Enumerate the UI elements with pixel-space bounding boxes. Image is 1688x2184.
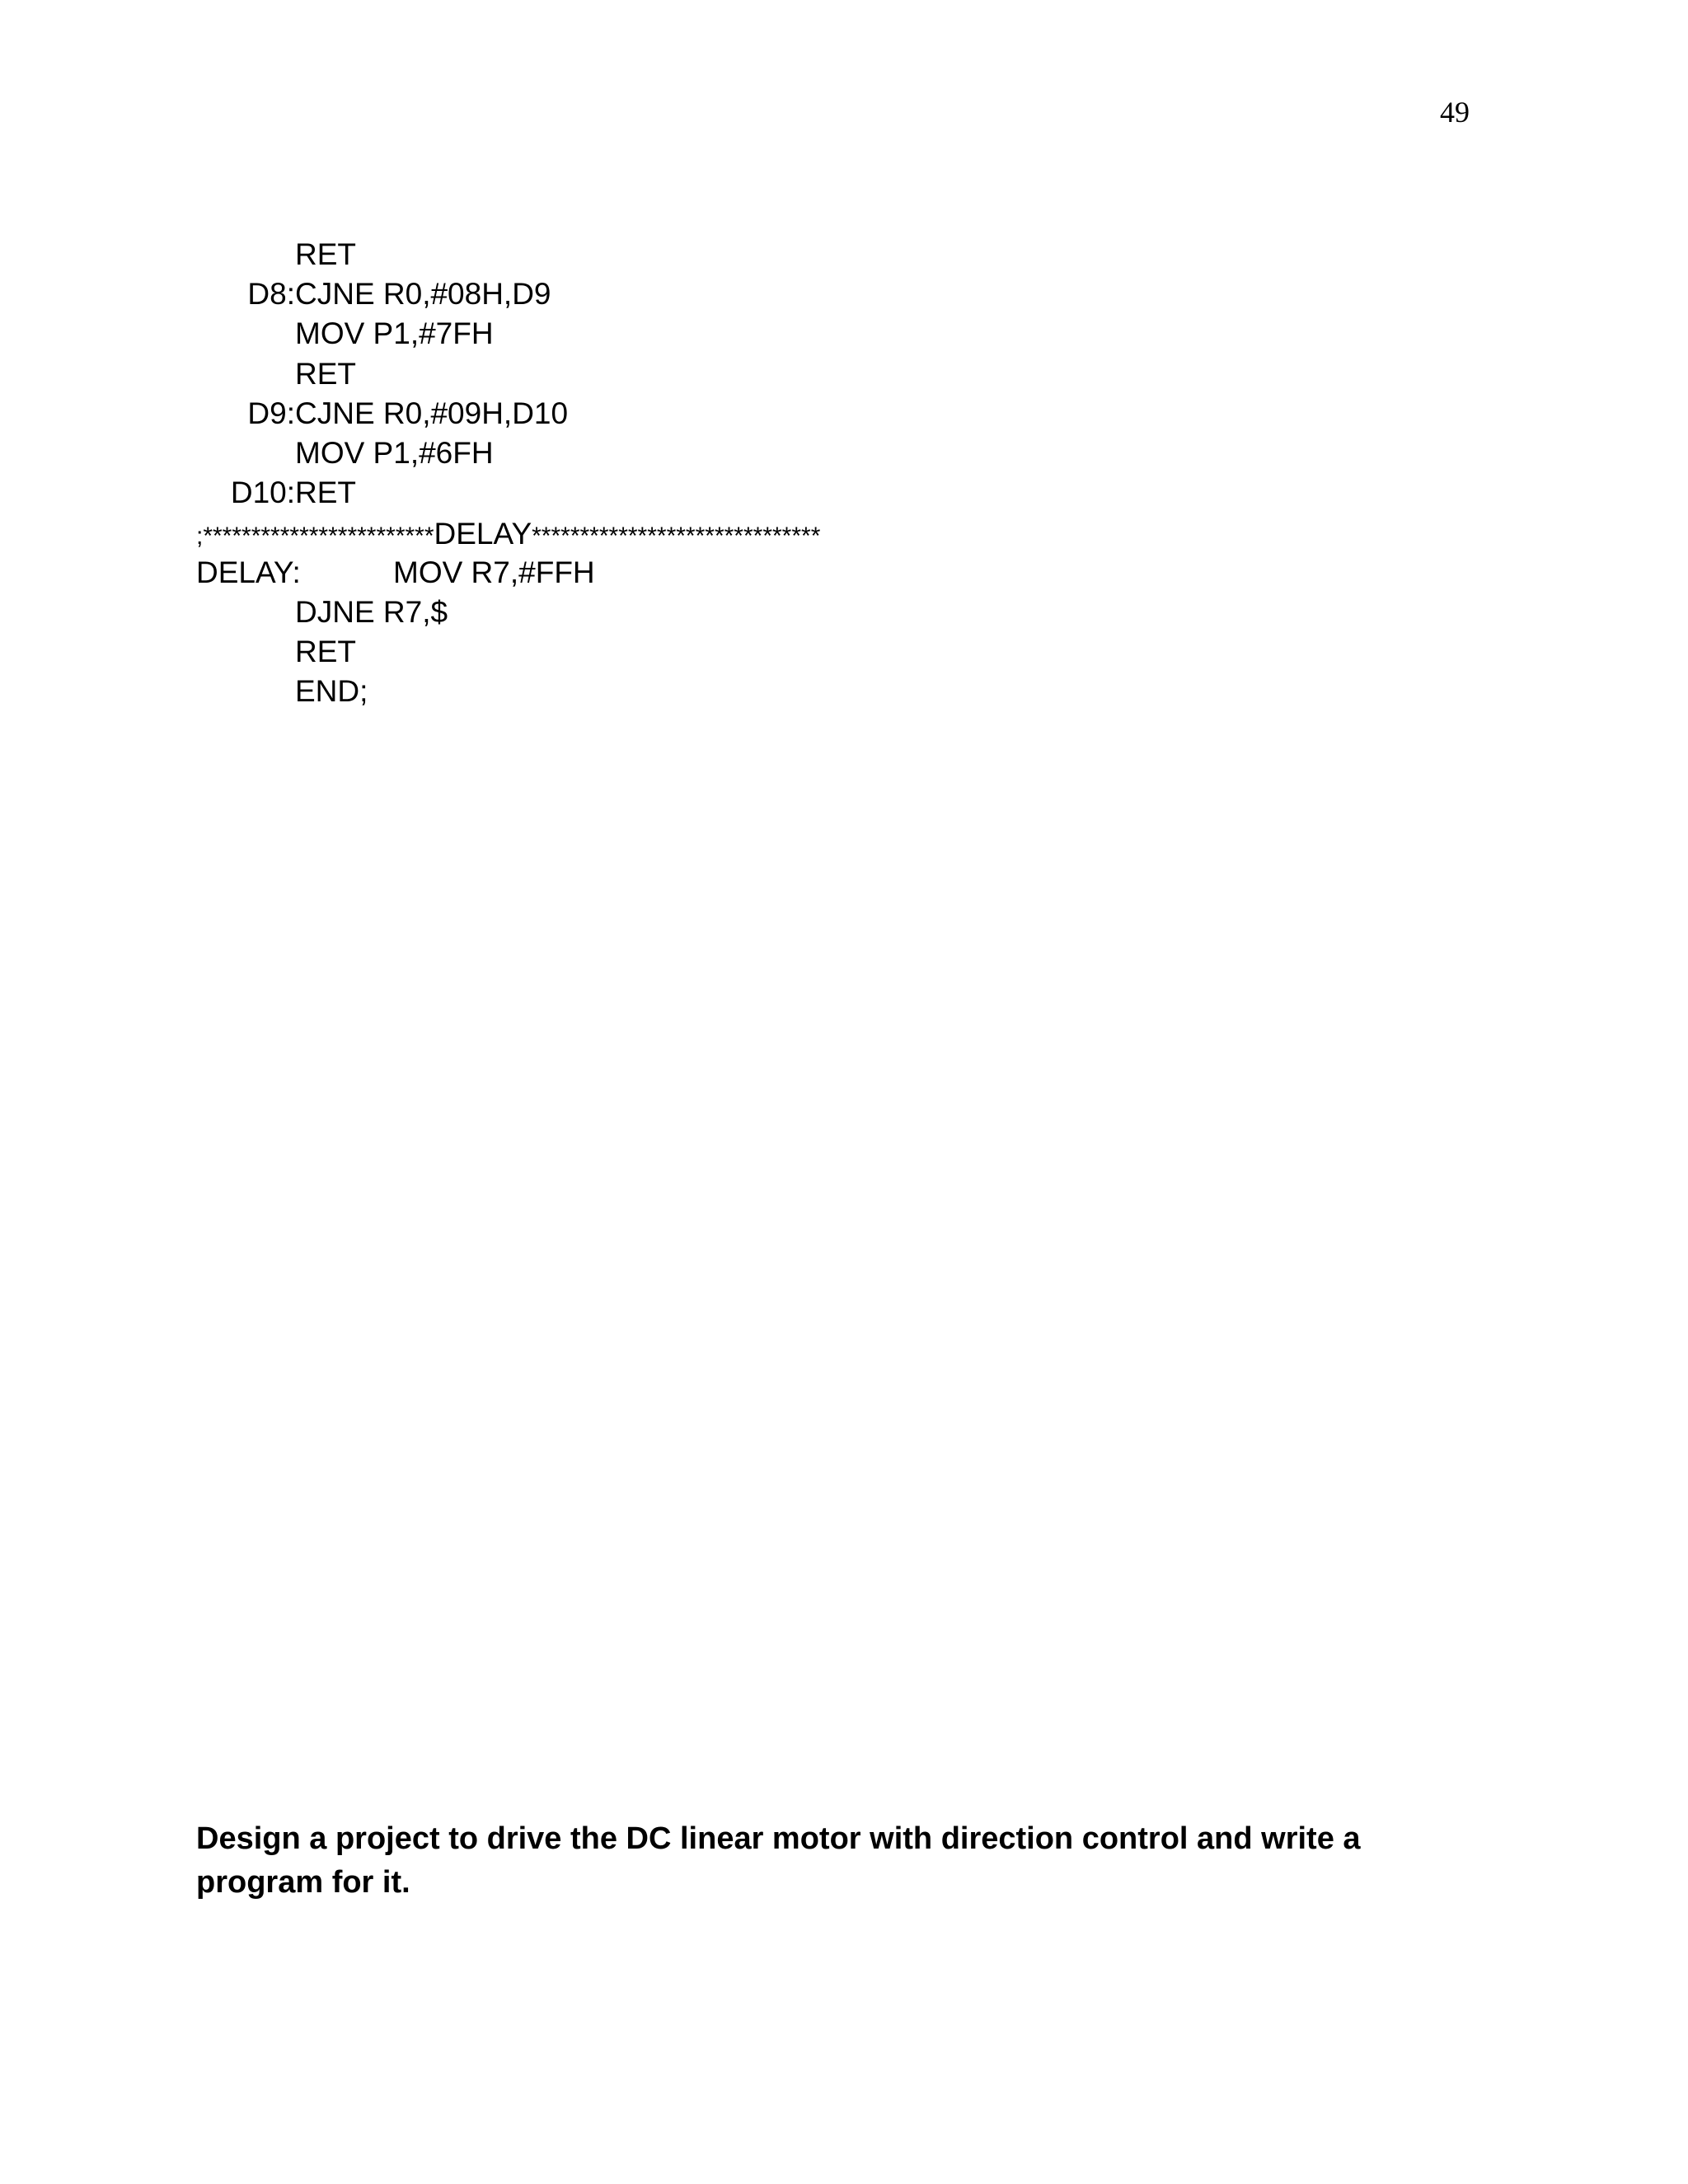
code-instruction: RET [295,634,356,668]
code-instruction: CJNE R0,#08H,D9 [295,277,551,312]
comment-divider-line [0,513,1688,552]
code-instruction: END; [295,674,368,709]
code-instruction: MOV P1,#6FH [295,435,494,470]
code-line [0,274,1688,314]
code-instruction: RET [295,476,356,510]
code-label: D10: [230,476,295,510]
exercise-question: Design a project to drive the DC linear motor with direction control and write a program for it. [196,1821,1361,1900]
code-line [0,354,1688,394]
code-label: D9: [247,396,295,430]
code-instruction: RET [295,356,356,391]
code-line [0,434,1688,473]
code-listing [0,235,1688,711]
comment-prefix: ;************************ [196,523,434,551]
code-line [0,473,1688,513]
code-instruction: MOV P1,#7FH [295,316,494,351]
code-label: DELAY: [196,555,301,589]
code-instruction: CJNE R0,#09H,D10 [295,396,569,430]
code-instruction: MOV R7,#FFH [393,555,595,589]
code-line [0,672,1688,711]
code-line [0,632,1688,672]
code-instruction: DJNE R7,$ [295,594,448,629]
code-line [0,314,1688,354]
code-line [0,235,1688,274]
code-line [0,553,1688,593]
comment-suffix: ****************************** [532,523,821,551]
delay-comment [196,513,820,558]
page-number: 49 [1440,96,1470,129]
code-label: D8: [247,277,295,312]
code-instruction: RET [295,237,356,271]
comment-word: DELAY [434,517,532,551]
code-line [0,593,1688,632]
code-line [0,394,1688,434]
